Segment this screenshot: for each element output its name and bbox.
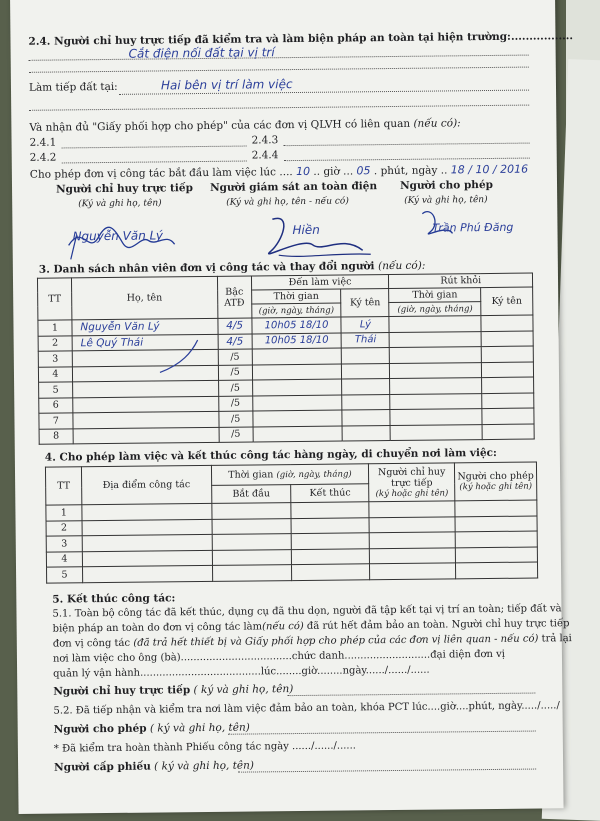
role-safety-supervisor: Người giám sát an toàn điện — [209, 180, 378, 194]
s5-completed-check: * Đã kiểm tra hoàn thành Phiếu công tác ngày ....../....../...... — [53, 740, 357, 755]
row-tt: 3 — [38, 351, 72, 367]
col-permit-note: (ký hoặc ghi tên) — [459, 481, 533, 493]
row-leave-sign — [482, 408, 534, 424]
row-leave-sign — [481, 331, 533, 347]
col-leader-note: (ký hoặc ghi tên) — [375, 487, 449, 499]
row-leave-time — [389, 331, 481, 347]
handwritten-date: 18 / 10 / 2016 — [450, 162, 529, 177]
row-tt: 4 — [38, 366, 72, 382]
received-text: Và nhận đủ "Giấy phối hợp cho phép" của các đơn vị QLVH có liên quan — [29, 117, 411, 134]
row-rank: /5 — [218, 395, 252, 411]
section-2-4-title — [28, 30, 573, 48]
row-tt: 5 — [47, 567, 83, 583]
row-leave-sign — [482, 377, 534, 393]
row-tt: 5 — [39, 382, 73, 398]
s5-p2-text: biện pháp an toàn do đơn vị công tác làm — [52, 621, 263, 635]
grounding-label: Làm tiếp đất tại: — [28, 80, 118, 94]
s5-paragraph-4: nơi làm việc cho ông (bà)...................................chức danh...........................đại diện đơn vị — [52, 648, 506, 665]
row-leave-time — [390, 362, 482, 378]
section-4-title: 4. Cho phép làm việc và kết thúc công tác hàng ngày, di chuyển nơi làm việc: — [44, 446, 497, 464]
permitter-handwritten-name: Trần Phú Đăng — [432, 220, 514, 235]
col-arrive: Đến làm việc — [251, 275, 389, 290]
item-2-4-3: 2.4.3 — [251, 134, 279, 147]
row-tt: 8 — [39, 428, 73, 444]
col-end: Kết thúc — [291, 484, 369, 503]
supervisor-handwritten-name: Hiền — [292, 222, 320, 238]
item-2-4-4: 2.4.4 — [251, 149, 279, 162]
role-direct-leader-note: (Ký và ghi họ, tên) — [78, 198, 162, 210]
s5-paragraph-3 — [53, 633, 572, 649]
s5-p3-text: đơn vị công tác — [52, 637, 131, 650]
row-leave-time — [390, 378, 482, 394]
row-name — [73, 396, 219, 413]
s5-paragraph-1: 5.1. Toàn bộ công tác đã kết thúc, dụng cụ đã thu dọn, người đã tập kết tại vị trí an toàn; tiếp đất và — [52, 603, 562, 620]
s5-paragraph-2 — [53, 618, 570, 634]
row-arrive-time: 10h05 18/10 — [252, 333, 342, 349]
s5-2-paragraph: 5.2. Đã tiếp nhận và kiểm tra nơi làm việc đảm bảo an toàn, khóa PCT lúc....giờ....phút, ngày...../...../ — [53, 700, 560, 717]
row-tt: 4 — [46, 551, 82, 567]
dotted-line — [29, 67, 529, 73]
col-arrive-sign: Ký tên — [341, 289, 389, 317]
permit-start-line: Cho phép đơn vị công tác bắt đầu làm việc lúc .... 10 .. giờ ... 05 . phút, ngày .. 18 / 10 / 2016 — [29, 162, 529, 181]
item-2-4-2: 2.4.2 — [29, 151, 57, 164]
col-permit-label: Người cho phép — [457, 470, 534, 483]
handwritten-safety-measure: Cắt điện nối đất tại vị trí — [128, 45, 275, 61]
col-tt: TT — [45, 467, 81, 505]
row-leave-time — [390, 424, 482, 440]
col-start: Bắt đầu — [211, 485, 291, 504]
role-safety-supervisor-note: (Ký và ghi họ, tên - nếu có) — [226, 196, 349, 208]
row-tt: 3 — [46, 536, 82, 552]
staff-table — [37, 273, 535, 445]
row-tt: 6 — [39, 397, 73, 413]
col-arrive-time: Thời gian — [251, 289, 341, 304]
row-leave-sign — [481, 362, 533, 378]
row-leave-time — [390, 347, 482, 363]
dotted-line — [29, 55, 529, 61]
section-3-title-note: (nếu có): — [378, 259, 426, 273]
dotted-line — [287, 693, 535, 697]
col-time-label: Thời gian — [228, 469, 274, 481]
col-arrive-time-note: (giờ, ngày, tháng) — [251, 303, 341, 318]
handwritten-grounding-location: Hai bên vị trí làm việc — [160, 77, 293, 93]
row-leave-sign — [481, 315, 533, 331]
row-tt: 1 — [38, 320, 72, 336]
col-time-note: (giờ, ngày, tháng) — [276, 469, 352, 481]
row-arrive-sign — [342, 394, 390, 410]
dotted-line — [284, 143, 530, 147]
dotted-line — [284, 158, 530, 162]
row-rank: /5 — [218, 349, 252, 365]
minute-day-word: phút, ngày — [380, 164, 438, 178]
row-leave-sign — [482, 393, 534, 409]
row-leave-time — [390, 393, 482, 409]
row-arrive-time — [252, 410, 342, 426]
s5-p2-end: đã rút hết đảm bảo an toàn. Người chỉ huy trực tiếp — [306, 618, 570, 632]
col-time — [211, 464, 369, 486]
row-arrive-time — [252, 395, 342, 411]
permit-start-text: Cho phép đơn vị công tác bắt đầu làm việc lúc — [29, 166, 277, 181]
s5-leader-sign-line — [53, 683, 293, 698]
row-arrive-time — [252, 348, 342, 364]
col-leader-label: Người chỉ huy trực tiếp — [377, 465, 446, 489]
s5-leader-label: Người chỉ huy trực tiếp — [53, 684, 191, 698]
row-rank: /5 — [218, 364, 252, 380]
col-rank: Bậc ATĐ — [217, 276, 251, 318]
row-arrive-sign: Thái — [342, 332, 390, 348]
dotted-line — [238, 769, 536, 773]
received-line — [29, 117, 460, 134]
col-leave-time-note: (giờ, ngày, tháng) — [389, 302, 481, 317]
col-leader — [369, 463, 455, 502]
row-name: Nguyễn Văn Lý — [72, 318, 218, 335]
dotted-line — [228, 731, 536, 735]
leader-handwritten-name: Nguyễn Văn Lý — [72, 228, 164, 244]
s5-permit-sign-line — [54, 722, 250, 736]
row-leave-time — [389, 316, 481, 332]
dotted-line — [62, 161, 247, 164]
row-arrive-time — [252, 379, 342, 395]
row-leave-sign — [482, 424, 534, 440]
section-2-4-title-text: 2.4. Người chỉ huy trực tiếp đã kiểm tra và làm biện pháp an toàn tại hiện trường: — [28, 30, 511, 48]
s5-issuer-sign-line — [54, 759, 254, 773]
row-arrive-time — [252, 364, 342, 380]
row-name — [72, 380, 218, 397]
col-leave-sign: Ký tên — [481, 287, 533, 316]
work-permit-page — [10, 0, 574, 814]
row-tt: 1 — [46, 505, 82, 521]
row-name — [73, 411, 219, 428]
row-arrive-sign — [342, 379, 390, 395]
row-arrive-sign — [342, 410, 390, 426]
col-place: Địa điểm công tác — [81, 465, 211, 504]
received-note: (nếu có): — [413, 117, 461, 130]
s5-leader-note: ( ký và ghi họ, tên) — [193, 683, 294, 697]
row-rank: /5 — [219, 426, 253, 442]
hour-word: giờ — [323, 165, 340, 178]
row-arrive-time — [253, 426, 343, 442]
row-rank: 4/5 — [218, 333, 252, 349]
s5-p2-note: (nếu có) — [262, 620, 304, 633]
handwritten-minute: 05 — [356, 164, 371, 178]
s5-paragraph-5: quản lý vận hành......................................lúc........giờ........ngày....../....../...... — [53, 664, 430, 680]
role-permitter: Người cho phép — [399, 178, 493, 192]
section-3-title-text: 3. Danh sách nhân viên đơn vị công tác và thay đổi người — [38, 260, 375, 276]
s5-issuer-note: ( ký và ghi họ, tên) — [154, 759, 255, 773]
row-rank: 4/5 — [218, 318, 252, 334]
s5-permit-note: ( ký và ghi họ, tên) — [149, 721, 250, 735]
col-leave: Rút khỏi — [389, 273, 533, 289]
role-direct-leader: Người chỉ huy trực tiếp — [55, 182, 193, 196]
row-tt: 2 — [46, 520, 82, 536]
row-tt: 2 — [38, 335, 72, 351]
item-2-4-1: 2.4.1 — [29, 136, 57, 149]
name-cross-out-stroke — [154, 336, 204, 377]
row-tt: 7 — [39, 413, 73, 429]
section-5-title: 5. Kết thúc công tác: — [52, 592, 176, 606]
row-leave-sign — [481, 346, 533, 362]
row-name: Lê Quý Thái — [72, 334, 218, 351]
handwritten-hour: 10 — [295, 164, 311, 179]
row-arrive-time: 10h05 18/10 — [251, 317, 341, 333]
col-tt: TT — [37, 278, 71, 320]
row-arrive-sign — [343, 425, 391, 441]
col-name: Họ, tên — [71, 276, 217, 320]
row-rank: /5 — [219, 411, 253, 427]
dotted-line — [29, 105, 529, 111]
s5-p3-note: (đã trả hết thiết bị và Giấy phối hợp cho phép của các đơn vị liên quan - nếu có) — [133, 633, 539, 649]
s5-permit-label: Người cho phép — [53, 722, 147, 736]
col-leave-time: Thời gian — [389, 288, 481, 303]
title-dots: ................. — [510, 30, 574, 43]
dotted-line — [62, 146, 247, 149]
daily-work-table — [45, 462, 538, 584]
row-arrive-sign — [342, 348, 390, 364]
row-leave-time — [390, 409, 482, 425]
row-name — [73, 427, 219, 444]
s5-p3-end: trả lại — [541, 633, 572, 645]
s5-issuer-label: Người cấp phiếu — [54, 760, 151, 774]
row-arrive-sign: Lý — [341, 317, 389, 333]
col-permit — [455, 462, 537, 501]
row-rank: /5 — [218, 380, 252, 396]
role-permitter-note: (Ký và ghi họ, tên) — [404, 195, 488, 206]
row-arrive-sign — [342, 363, 390, 379]
